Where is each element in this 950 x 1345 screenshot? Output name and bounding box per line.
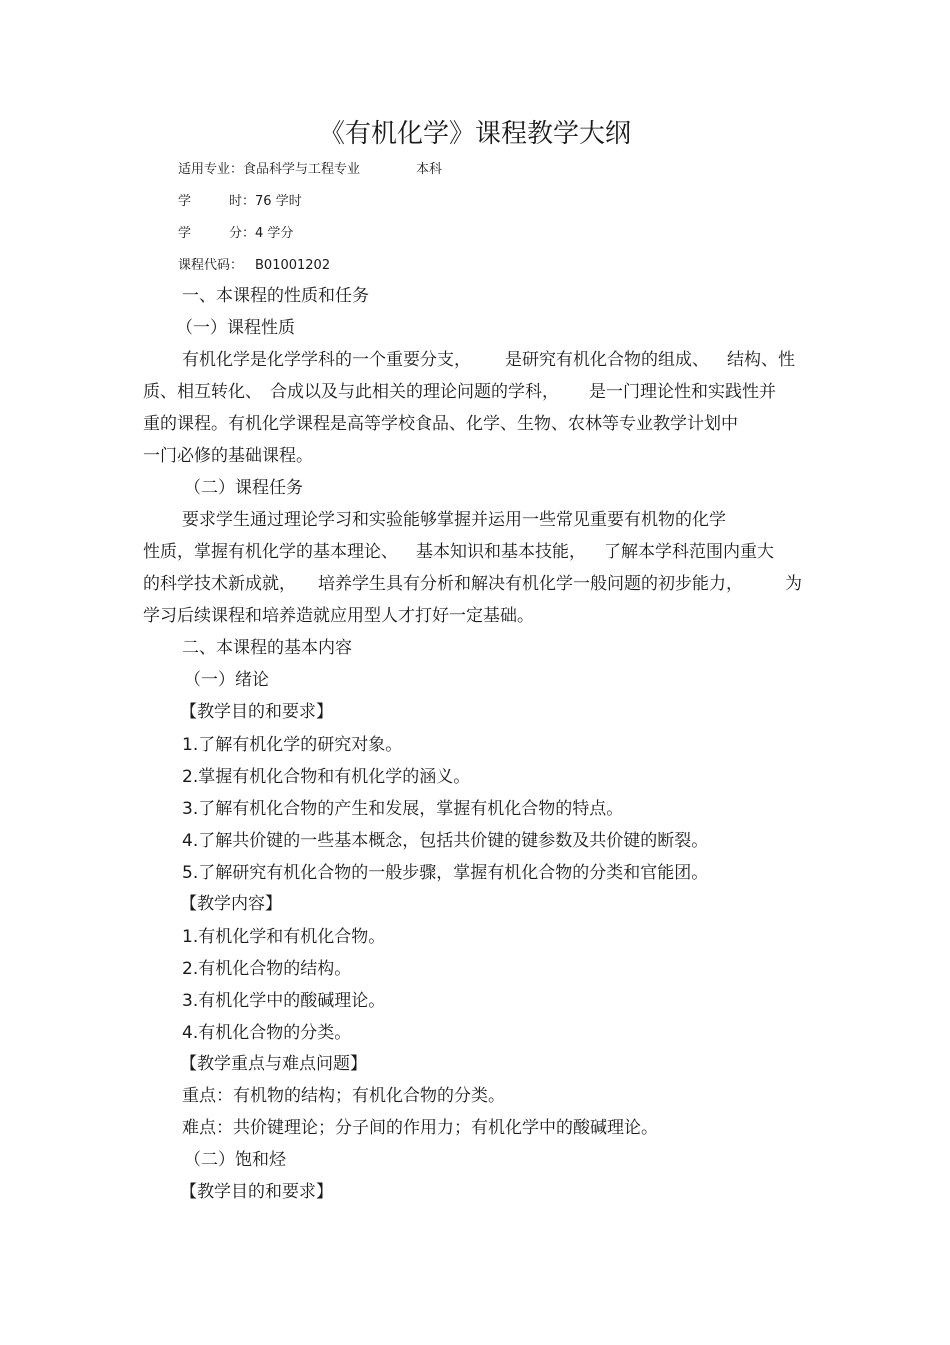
p2-line-1: 要求学生通过理论学习和实验能够掌握并运用一些常见重要有机物的化学 [182,510,726,530]
key-heading: 【教学重点与难点问题】 [180,1054,367,1074]
p1-line-2: 质、相互转化、 合成以及与此相关的理论问题的学科， 是一门理论性和实践性并 [143,382,776,402]
credits-row [178,224,293,244]
p1-line-3: 重的课程。有机化学课程是高等学校食品、化学、生物、农林等专业教学计划中 [143,414,738,434]
content-item: 4.有机化合物的分类。 [182,1023,352,1043]
section1-heading: 一、本课程的性质和任务 [182,286,369,306]
section2-heading: 二、本课程的基本内容 [182,638,352,658]
goal-item: 5.了解研究有机化合物的一般步骤，掌握有机化合物的分类和官能团。 [182,863,709,883]
major-row [178,160,442,180]
section2-sub1: （一）绪论 [184,670,269,690]
p1-line-4: 一门必修的基础课程。 [143,446,313,466]
major-label: 适用专业： [178,162,244,177]
level-value: 本科 [416,162,443,177]
goal-item: 3.了解有机化合物的产生和发展，掌握有机化合物的特点。 [182,799,624,819]
credits-label-2: 分： [229,226,256,241]
goals-heading-2: 【教学目的和要求】 [180,1182,333,1202]
hours-label-1: 学 [178,194,192,209]
content-item: 1.有机化学和有机化合物。 [182,927,386,947]
p2-line-2: 性质，掌握有机化学的基本理论、 基本知识和基本技能， 了解本学科范围内重大 [143,542,774,562]
goal-item: 2.掌握有机化合物和有机化学的涵义。 [182,767,471,787]
content-heading: 【教学内容】 [180,894,282,914]
code-row [178,256,330,276]
goals-heading: 【教学目的和要求】 [180,702,333,722]
content-item: 3.有机化学中的酸碱理论。 [182,991,386,1011]
p2-line-4: 学习后续课程和培养造就应用型人才打好一定基础。 [143,606,534,626]
hours-value: 76 学时 [255,194,302,209]
content-item: 2.有机化合物的结构。 [182,959,352,979]
section1-sub1: （一）课程性质 [176,318,295,338]
credits-label-1: 学 [178,226,192,241]
p1-line-1: 有机化学是化学学科的一个重要分支， 是研究有机化合物的组成、 结构、性 [182,350,795,370]
goal-item: 4.了解共价键的一些基本概念，包括共价键的键参数及共价键的断裂。 [182,831,709,851]
goal-item: 1.了解有机化学的研究对象。 [182,735,403,755]
credits-value: 4 学分 [255,226,294,241]
section2-sub2: （二）饱和烃 [184,1150,286,1170]
section1-sub2: （二）课程任务 [184,478,303,498]
code-value: B01001202 [255,258,331,273]
hours-label-2: 时： [229,194,256,209]
key-points: 重点：有机物的结构；有机化合物的分类。 [182,1086,505,1106]
hours-row [178,192,302,212]
document-title: 《有机化学》课程教学大纲 [318,119,631,149]
p2-line-3: 的科学技术新成就， 培养学生具有分析和解决有机化学一般问题的初步能力， 为 [143,574,802,594]
difficulties: 难点：共价键理论；分子间的作用力；有机化学中的酸碱理论。 [182,1118,658,1138]
major-value: 食品科学与工程专业 [243,162,361,177]
code-label: 课程代码： [178,258,244,273]
